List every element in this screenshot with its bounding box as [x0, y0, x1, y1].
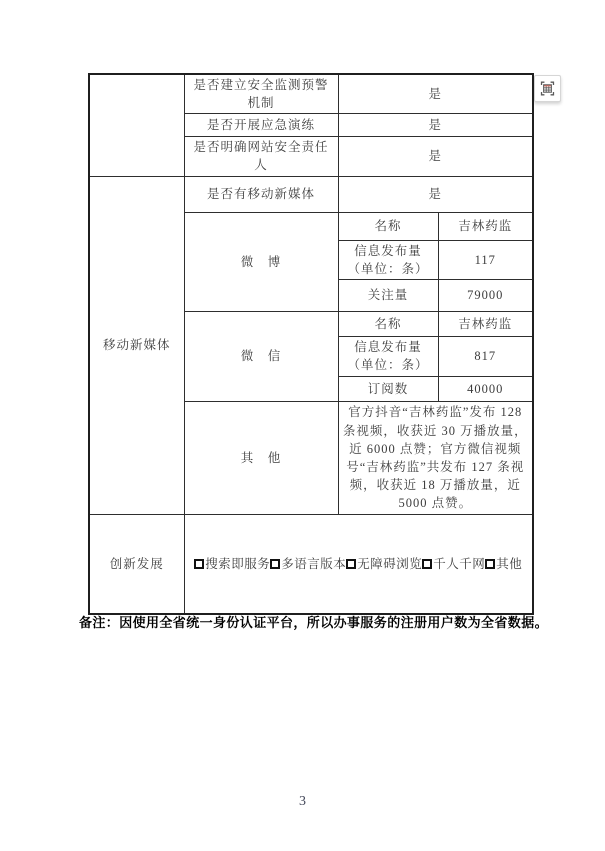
- cell-wechat-label: 微 信: [184, 311, 338, 401]
- cell-section-mobile-media: 移动新媒体: [89, 176, 184, 514]
- cell-section-innovation: 创新发展: [89, 514, 184, 614]
- cell-q-has-mobile-media: 是否有移动新媒体: [184, 176, 338, 212]
- cell-q-monitor-warning: 是否建立安全监测预警机制: [184, 74, 338, 114]
- option-search-service: [194, 555, 270, 573]
- cell-section-blank: [89, 74, 184, 176]
- cell-a-has-mobile-media: 是: [338, 176, 533, 212]
- cell-wechat-name-value: 吉林药监: [438, 311, 533, 336]
- table-row: [89, 514, 533, 614]
- checkbox-icon: [194, 559, 204, 569]
- cell-weibo-followers-value: 79000: [438, 279, 533, 311]
- cell-q-security-owner: 是否明确网站安全责任人: [184, 137, 338, 176]
- option-accessibility: [346, 555, 422, 573]
- cell-wechat-volume-label: 信息发布量（单位：条）: [338, 336, 438, 376]
- checkbox-icon: [485, 559, 495, 569]
- option-label: 多语言版本: [281, 556, 347, 571]
- cell-a-security-owner: 是: [338, 137, 533, 176]
- cell-wechat-volume-value: 817: [438, 336, 533, 376]
- option-multilingual: [270, 555, 346, 573]
- checkbox-icon: [346, 559, 356, 569]
- cell-wechat-subs-label: 订阅数: [338, 376, 438, 401]
- cell-weibo-name-label: 名称: [338, 212, 438, 240]
- table-select-icon: [537, 78, 558, 99]
- option-label: 搜索即服务: [205, 556, 271, 571]
- table-tool-button[interactable]: [534, 75, 561, 102]
- cell-other-label: 其 他: [184, 401, 338, 514]
- table-row: [89, 176, 533, 212]
- option-label: 无障碍浏览: [357, 556, 423, 571]
- cell-a-emergency-drill: 是: [338, 114, 533, 137]
- cell-wechat-subs-value: 40000: [438, 376, 533, 401]
- checkbox-icon: [270, 559, 280, 569]
- cell-other-text: 官方抖音“吉林药监”发布 128 条视频，收获近 30 万播放量，近 6000 点赞；官方微信视频号“吉林药监”共发布 127 条视频，收获近 18 万播放量，近 5000 点赞。: [338, 401, 533, 514]
- table-row: [89, 74, 533, 114]
- cell-weibo-volume-value: 117: [438, 240, 533, 279]
- cell-a-monitor-warning: 是: [338, 74, 533, 114]
- report-table: [88, 73, 534, 615]
- cell-weibo-name-value: 吉林药监: [438, 212, 533, 240]
- cell-weibo-label: 微 博: [184, 212, 338, 311]
- cell-wechat-name-label: 名称: [338, 311, 438, 336]
- cell-weibo-volume-label: 信息发布量（单位：条）: [338, 240, 438, 279]
- cell-q-emergency-drill: 是否开展应急演练: [184, 114, 338, 137]
- cell-innovation-options: [184, 514, 533, 614]
- option-other: [485, 555, 522, 573]
- option-label: 其他: [496, 556, 523, 571]
- cell-weibo-followers-label: 关注量: [338, 279, 438, 311]
- option-label: 千人千网: [433, 556, 486, 571]
- remark-note: 备注：因使用全省统一身份认证平台，所以办事服务的注册用户数为全省数据。: [79, 615, 549, 630]
- innovation-options-line: [194, 557, 522, 571]
- option-personalized: [422, 555, 485, 573]
- page-number: 3: [299, 794, 306, 809]
- checkbox-icon: [422, 559, 432, 569]
